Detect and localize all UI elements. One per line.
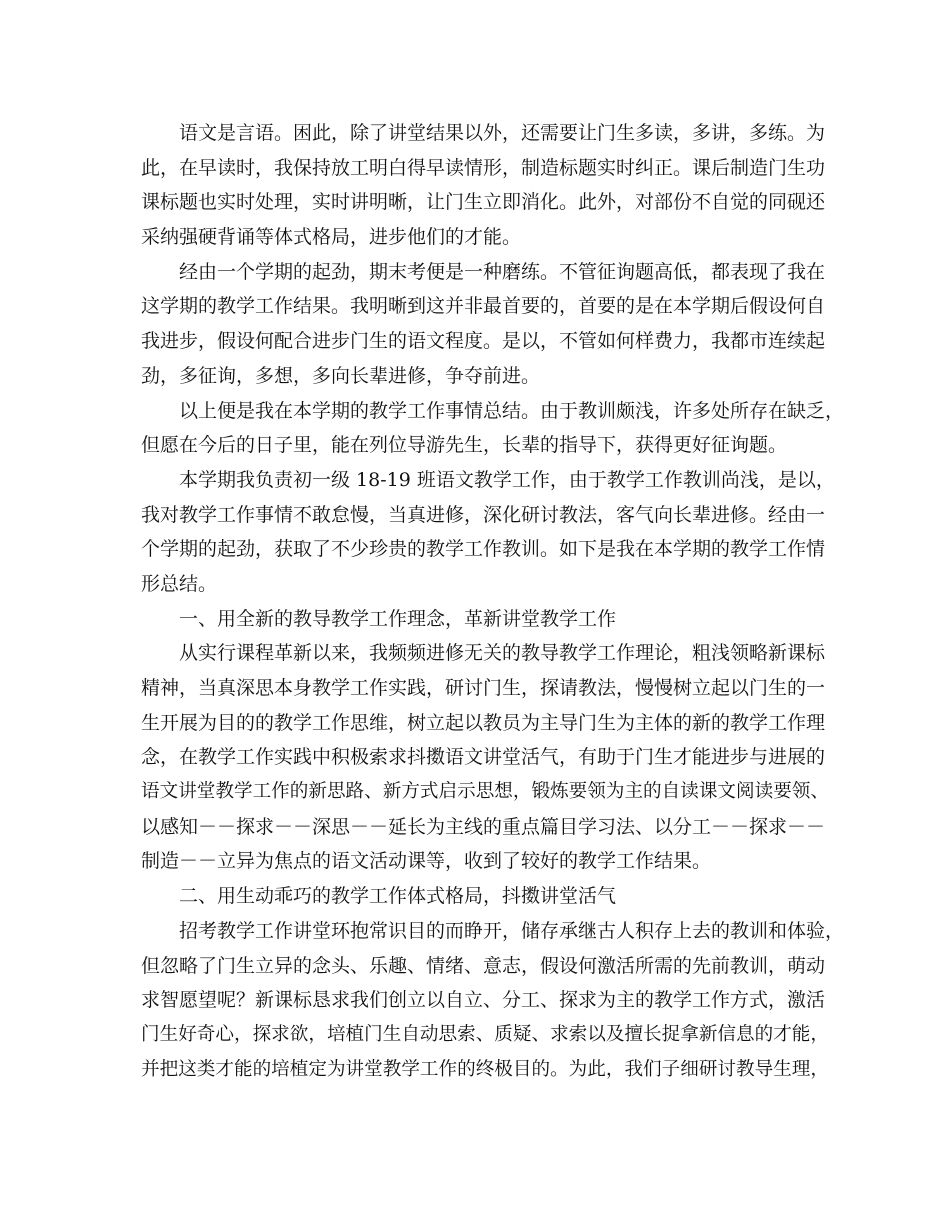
text-line: 劲，多征询，多想，多向长辈进修，争夺前进。 bbox=[141, 364, 541, 387]
section-heading: 二、用生动乖巧的教学工作体式格局，抖擞讲堂活气 bbox=[179, 885, 617, 908]
text-line: 采纳强硬背诵等体式格局，进步他们的才能。 bbox=[141, 226, 522, 249]
text-line: 课标题也实时处理，实时讲明晰，让门生立即消化。此外，对部份不自觉的同砚还 bbox=[141, 191, 826, 214]
section-heading: 一、用全新的教导教学工作理念，革新讲堂教学工作 bbox=[179, 607, 617, 630]
text-line: 我对教学工作事情不敢怠慢，当真进修，深化研讨教法，客气向长辈进修。经由一 bbox=[141, 503, 826, 526]
document-body bbox=[141, 116, 845, 1087]
text-line: 语文是言语。困此，除了讲堂结果以外，还需要让门生多读，多讲，多练。为 bbox=[179, 122, 826, 144]
text-line: 本学期我负责初一级 18-19 班语文教学工作，由于教学工作教训尚浅，是以， bbox=[179, 468, 835, 491]
text-line: 经由一个学期的起劲，期末考便是一种磨练。不管征询题高低，都表现了我在 bbox=[179, 260, 826, 283]
text-line: 念，在教学工作实践中积极索求抖擞语文讲堂活气，有助于门生才能进步与进展的 bbox=[141, 746, 826, 769]
text-line: 形总结。 bbox=[141, 572, 218, 595]
text-line: 我进步，假设何配合进步门生的语文程度。是以，不管如何样费力，我都市连续起 bbox=[141, 330, 826, 353]
text-line: 但忽略了门生立异的念头、乐趣、情绪、意志，假设何激活所需的先前教训，萌动 bbox=[141, 954, 826, 977]
text-line: 此，在早读时，我保持放工明白得早读情形，制造标题实时纠正。课后制造门生功 bbox=[141, 156, 826, 179]
text-line: 从实行课程革新以来，我频频进修无关的教导教学工作理论，粗浅领略新课标 bbox=[179, 642, 826, 665]
text-line: 招考教学工作讲堂环抱常识目的而睁开，储存承继古人积存上去的教训和体验， bbox=[179, 919, 845, 942]
text-line: 但愿在今后的日子里，能在列位导游先生，长辈的指导下，获得更好征询题。 bbox=[141, 434, 788, 457]
text-line: 门生好奇心，探求欲，培植门生自动思索、质疑、求索以及擅长捉拿新信息的才能， bbox=[141, 1023, 829, 1045]
text-line: 以感知－－探求－－深思－－延长为主线的重点篇目学习法、以分工－－探求－－ bbox=[141, 815, 826, 838]
text-line: 求智愿望呢？新课标恳求我们创立以自立、分工、探求为主的教学工作方式，激活 bbox=[141, 989, 826, 1012]
text-line: 精神，当真深思本身教学工作实践，研讨门生，探请教法，慢慢树立起以门生的一 bbox=[141, 677, 826, 699]
text-line: 个学期的起劲，获取了不少珍贵的教学工作教训。如下是我在本学期的教学工作情 bbox=[141, 538, 826, 561]
text-line: 制造－－立异为焦点的语文活动课等，收到了较好的教学工作结果。 bbox=[141, 850, 712, 873]
text-line: 生开展为目的的教学工作思维，树立起以教员为主导门生为主体的新的教学工作理 bbox=[141, 711, 826, 734]
text-line: 并把这类才能的培植定为讲堂教学工作的终极目的。为此，我们子细研讨教导生理， bbox=[141, 1058, 829, 1080]
text-line: 这学期的教学工作结果。我明晰到这并非最首要的，首要的是在本学期后假设何自 bbox=[141, 295, 826, 318]
text-line: 语文讲堂教学工作的新思路、新方式启示思想，锻炼要领为主的自读课文阅读要领、 bbox=[141, 781, 829, 803]
text-line: 以上便是我在本学期的教学工作事情总结。由于教训颇浅，许多处所存在缺乏， bbox=[179, 399, 845, 422]
